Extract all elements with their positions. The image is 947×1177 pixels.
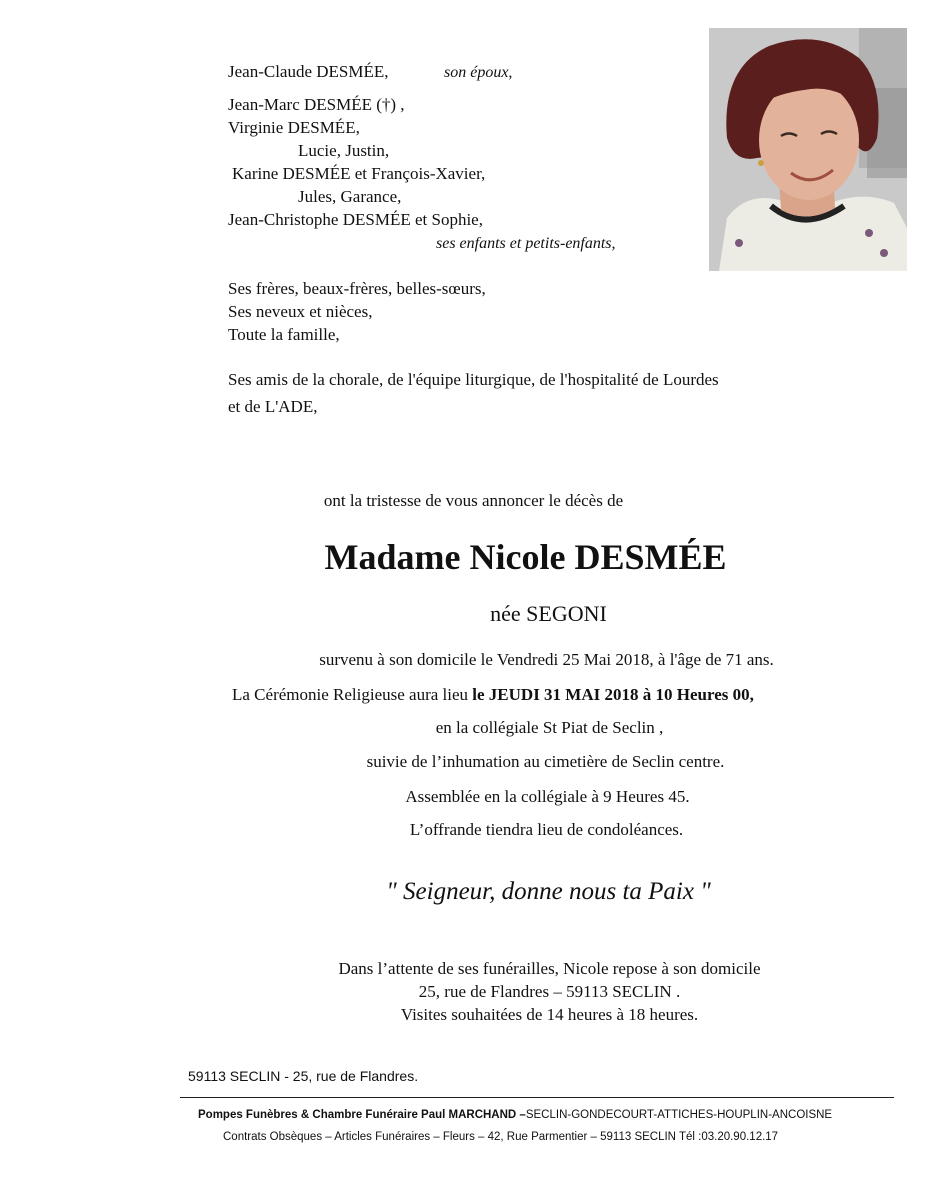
funeral-company-name: Pompes Funèbres & Chambre Funéraire Paul MARCHAND – bbox=[198, 1109, 526, 1121]
burial-details: suivie de l’inhumation au cimetière de Seclin centre. bbox=[366, 752, 725, 771]
rest-line-3: Visites souhaitées de 14 heures à 18 heures. bbox=[400, 1005, 699, 1024]
grandchildren-2: Jules, Garance, bbox=[298, 187, 402, 206]
spouse-name: Jean-Claude DESMÉE, bbox=[228, 62, 389, 81]
prayer-quote: " Seigneur, donne nous ta Paix " bbox=[386, 878, 711, 905]
ceremony-line bbox=[232, 684, 754, 706]
friends-line-1: Ses amis de la chorale, de l'équipe liturgique, de l'hospitalité de Lourdes bbox=[228, 370, 719, 389]
spouse-role: son époux, bbox=[444, 64, 513, 81]
offering-note: L’offrande tiendra lieu de condoléances. bbox=[409, 820, 684, 839]
whole-family: Toute la famille, bbox=[228, 325, 340, 344]
ceremony-date: le JEUDI 31 MAI 2018 à 10 Heures 00, bbox=[472, 685, 754, 704]
maiden-name: née SEGONI bbox=[490, 601, 607, 626]
rest-line-1: Dans l’attente de ses funérailles, Nicole repose à son domicile bbox=[338, 959, 761, 978]
deceased-name: Madame Nicole DESMÉE bbox=[324, 537, 727, 577]
funeral-company bbox=[198, 1107, 832, 1123]
child-3: Karine DESMÉE et François-Xavier, bbox=[232, 164, 486, 183]
announcement-intro: ont la tristesse de vous annoncer le décès de bbox=[323, 491, 624, 510]
ceremony-place: en la collégiale St Piat de Seclin , bbox=[435, 718, 664, 737]
portrait-photo bbox=[709, 28, 907, 271]
nephews: Ses neveux et nièces, bbox=[228, 302, 373, 321]
rest-line-2: 25, rue de Flandres – 59113 SECLIN . bbox=[418, 982, 681, 1001]
portrait-illustration bbox=[709, 28, 907, 271]
grandchildren-1: Lucie, Justin, bbox=[298, 141, 390, 160]
funeral-company-locations: SECLIN-GONDECOURT-ATTICHES-HOUPLIN-ANCOISNE bbox=[525, 1109, 833, 1121]
siblings: Ses frères, beaux-frères, belles-sœurs, bbox=[228, 279, 486, 298]
ceremony-prefix: La Cérémonie Religieuse aura lieu bbox=[232, 685, 473, 704]
footer-address: 59113 SECLIN - 25, rue de Flandres. bbox=[188, 1068, 419, 1084]
death-details: survenu à son domicile le Vendredi 25 Mai 2018, à l'âge de 71 ans. bbox=[319, 650, 774, 669]
funeral-services: Contrats Obsèques – Articles Funéraires – Fleurs – 42, Rue Parmentier – 59113 SECLIN Tél :03.20.90.12.17 bbox=[223, 1131, 779, 1143]
friends-line-2: et de L'ADE, bbox=[228, 397, 318, 416]
child-2: Virginie DESMÉE, bbox=[228, 118, 360, 137]
child-4: Jean-Christophe DESMÉE et Sophie, bbox=[228, 210, 483, 229]
children-role: ses enfants et petits-enfants, bbox=[436, 235, 616, 252]
footer-divider bbox=[180, 1097, 894, 1098]
child-1: Jean-Marc DESMÉE (†) , bbox=[228, 95, 405, 114]
assembly-details: Assemblée en la collégiale à 9 Heures 45. bbox=[405, 787, 690, 806]
